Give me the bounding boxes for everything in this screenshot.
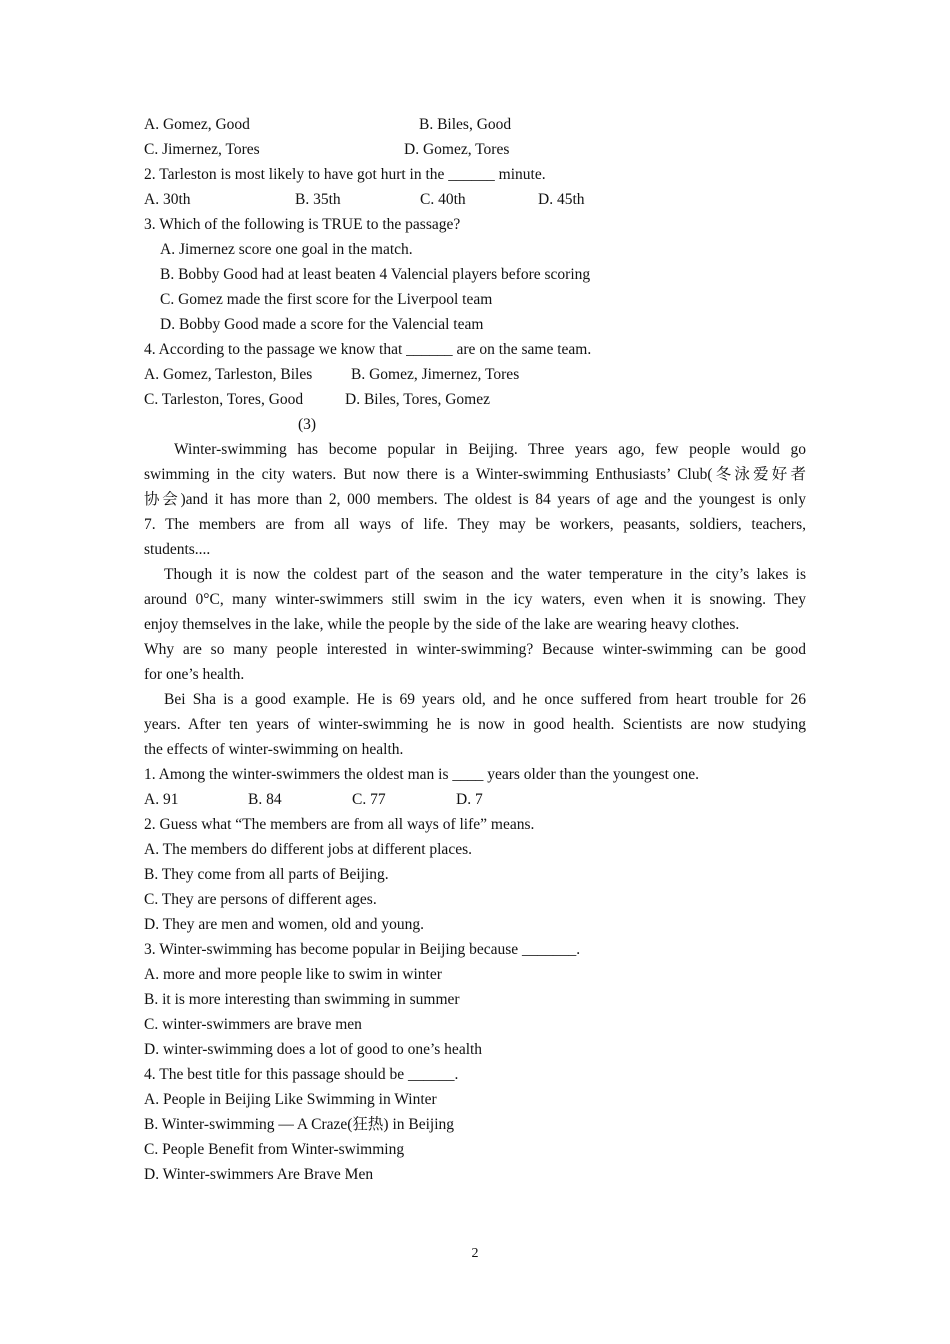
passage-p3-line2: years. After ten years of winter-swimming he is now in good health. Scientists are now studying xyxy=(144,716,806,733)
option-d: D. Gomez, Tores xyxy=(404,141,510,158)
passage-p2-line2: around 0°C, many winter-swimmers still swim in the icy waters, even when it is snowing. They xyxy=(144,591,806,608)
s3-q1-options xyxy=(144,787,806,812)
option-b: B. it is more interesting than swimming in summer xyxy=(144,991,460,1008)
option-c: C. 77 xyxy=(352,791,386,808)
option-a: A. The members do different jobs at different places. xyxy=(144,841,472,858)
q2-options xyxy=(144,187,806,212)
option-a: A. Gomez, Tarleston, Biles xyxy=(144,366,313,383)
passage-p3-line1: Bei Sha is a good example. He is 69 years old, and he once suffered from heart trouble for 26 xyxy=(164,691,806,708)
option-b: B. Winter-swimming — A Craze(狂热) in Beijing xyxy=(144,1116,455,1133)
option-c: C. People Benefit from Winter-swimming xyxy=(144,1141,405,1158)
s3-question-3: 3. Winter-swimming has become popular in Beijing because _______. xyxy=(144,941,581,958)
s3-question-4: 4. The best title for this passage should be ______. xyxy=(144,1066,459,1083)
option-c: C. Jimernez, Tores xyxy=(144,141,260,158)
option-b: B. Bobby Good had at least beaten 4 Valencial players before scoring xyxy=(160,266,591,283)
question-3: 3. Which of the following is TRUE to the passage? xyxy=(144,216,461,233)
option-a: A. People in Beijing Like Swimming in Winter xyxy=(144,1091,437,1108)
option-b: B. 84 xyxy=(248,791,282,808)
passage-p1-line1: Winter-swimming has become popular in Beijing. Three years ago, few people would go xyxy=(174,441,806,458)
section-number: (3) xyxy=(298,416,317,433)
q1-options-row2 xyxy=(144,137,806,162)
section-label xyxy=(144,412,806,437)
page-content xyxy=(144,112,806,1187)
option-b: B. They come from all parts of Beijing. xyxy=(144,866,389,883)
passage-p2-line5: for one’s health. xyxy=(144,666,245,683)
option-d: D. 45th xyxy=(538,191,585,208)
passage-p2-line1: Though it is now the coldest part of the season and the water temperature in the city’s lakes is xyxy=(164,566,806,583)
question-4: 4. According to the passage we know that ______ are on the same team. xyxy=(144,341,592,358)
option-c: C. winter-swimmers are brave men xyxy=(144,1016,362,1033)
option-a: A. 30th xyxy=(144,191,191,208)
option-d: D. 7 xyxy=(456,791,483,808)
option-a: A. 91 xyxy=(144,791,179,808)
passage-p3-line3: the effects of winter-swimming on health. xyxy=(144,741,404,758)
option-c: C. 40th xyxy=(420,191,466,208)
option-b: B. 35th xyxy=(295,191,341,208)
passage-p1-line3: 协会)and it has more than 2, 000 members. The oldest is 84 years of age and the youngest is only xyxy=(144,491,806,508)
option-b: B. Biles, Good xyxy=(419,116,512,133)
option-d: D. Biles, Tores, Gomez xyxy=(345,391,490,408)
passage-p1-line5: students.... xyxy=(144,541,211,558)
option-d: D. winter-swimming does a lot of good to one’s health xyxy=(144,1041,483,1058)
option-c: C. Gomez made the first score for the Liverpool team xyxy=(160,291,493,308)
page-number: 2 xyxy=(471,1246,479,1261)
option-d: D. They are men and women, old and young. xyxy=(144,916,424,933)
option-a: A. Gomez, Good xyxy=(144,116,250,133)
passage-p2-line4: Why are so many people interested in winter-swimming? Because winter-swimming can be good xyxy=(144,641,806,658)
q4-options-row2 xyxy=(144,387,806,412)
passage-p1-line2: swimming in the city waters. But now there is a Winter-swimming Enthusiasts’ Club(冬泳爱好者 xyxy=(144,466,806,483)
passage-p1-line4: 7. The members are from all ways of life. They may be workers, peasants, soldiers, teachers, xyxy=(144,516,806,533)
option-c: C. Tarleston, Tores, Good xyxy=(144,391,304,408)
passage-p2-line3: enjoy themselves in the lake, while the people by the side of the lake are wearing heavy clothes. xyxy=(144,616,740,633)
option-b: B. Gomez, Jimernez, Tores xyxy=(351,366,520,383)
option-d: D. Bobby Good made a score for the Valencial team xyxy=(160,316,484,333)
s3-question-2: 2. Guess what “The members are from all ways of life” means. xyxy=(144,816,535,833)
option-a: A. more and more people like to swim in winter xyxy=(144,966,442,983)
q4-options-row1 xyxy=(144,362,806,387)
option-d: D. Winter-swimmers Are Brave Men xyxy=(144,1166,374,1183)
q1-options-row1 xyxy=(144,112,806,137)
option-a: A. Jimernez score one goal in the match. xyxy=(160,241,413,258)
s3-question-1: 1. Among the winter-swimmers the oldest man is ____ years older than the youngest one. xyxy=(144,766,700,783)
option-c: C. They are persons of different ages. xyxy=(144,891,377,908)
question-2: 2. Tarleston is most likely to have got hurt in the ______ minute. xyxy=(144,166,546,183)
